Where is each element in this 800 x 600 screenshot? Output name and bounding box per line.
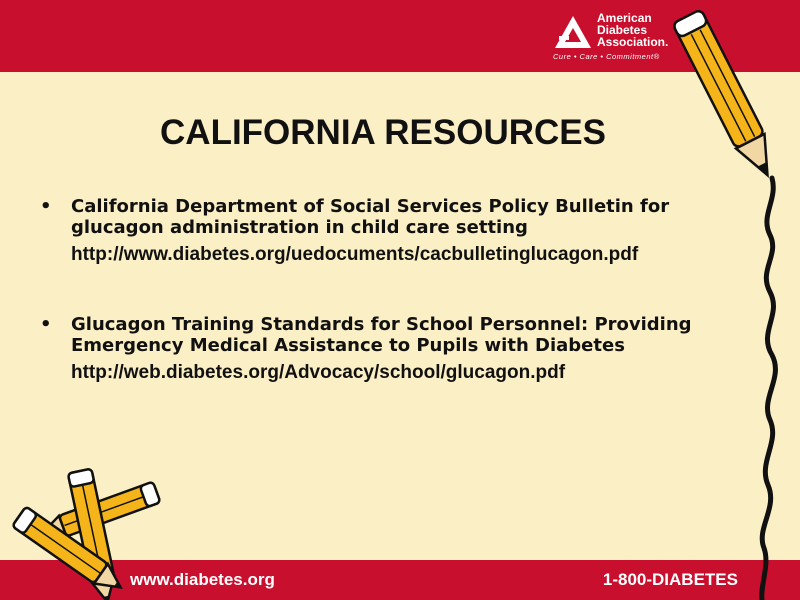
pencil-icon	[38, 482, 160, 544]
resource-link[interactable]: http://www.diabetes.org/uedocuments/cacbulletinglucagon.pdf	[71, 244, 639, 265]
ada-logo-triangle-icon	[553, 14, 593, 50]
squiggle-line	[762, 178, 776, 600]
logo-wordmark	[597, 12, 668, 48]
bullet-list	[40, 196, 750, 384]
logo-tagline: Cure • Care • Commitment®	[553, 52, 660, 61]
bullet-marker: •	[40, 196, 52, 217]
ada-logo	[553, 10, 683, 66]
bullet-text: California Department of Social Services Policy Bulletin for glucagon administration in child care setting	[71, 196, 670, 238]
logo-line-1: American	[597, 11, 652, 25]
bullet-text: Glucagon Training Standards for School Personnel: Providing Emergency Medical Assistance to Pupils with Diabetes	[71, 314, 692, 356]
bullet-item	[40, 196, 750, 266]
resource-link[interactable]: http://web.diabetes.org/Advocacy/school/glucagon.pdf	[71, 362, 566, 383]
footer-phone: 1-800-DIABETES	[602, 570, 738, 589]
slide-title: CALIFORNIA RESOURCES	[160, 113, 606, 152]
bullet-item	[40, 314, 750, 384]
bullet-marker: •	[40, 314, 52, 335]
footer-website: www.diabetes.org	[130, 570, 275, 589]
logo-line-2: Diabetes	[597, 23, 648, 37]
logo-line-3: Association.	[597, 35, 669, 49]
